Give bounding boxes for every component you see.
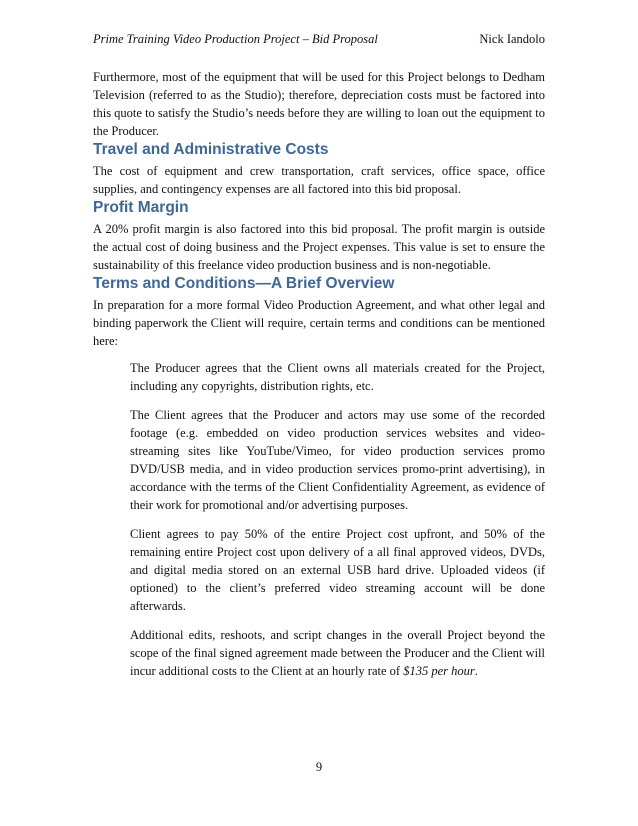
term-item-ownership: The Producer agrees that the Client owns all materials created for the Project, including any copyrights, distribution rights, etc. (130, 361, 545, 393)
term-item-payment: Client agrees to pay 50% of the entire Project cost upfront, and 50% of the remaining entire Project cost upon delivery of a all final approved videos, DVDs, and digital media stored on an external USB hard drive. Uploaded videos (if optioned) to the client’s preferred video streaming account will be done afterwards. (130, 527, 545, 613)
term-item-additional-costs (130, 626, 545, 680)
page-header (93, 31, 545, 51)
page-number: 9 (315, 760, 323, 774)
section-heading-travel: Travel and Administrative Costs (93, 141, 329, 158)
section-paragraph-profit: A 20% profit margin is also factored into this bid proposal. The profit margin is outside the actual cost of doing business and the Project expenses. This value is set to ensure the sustainability of this freelance video production business and is non-negotiable. (93, 222, 545, 272)
term-item-footage-use: The Client agrees that the Producer and actors may use some of the recorded footage (e.g. embedded on video production services websites and video-streaming sites like YouTube/Vimeo, for video production services promo DVD/USB media, and in video production services promo-print advertising), in accordance with the terms of the Client Confidentiality Agreement, as evidence of their work for promotional and/or advertising purposes. (130, 408, 545, 512)
section-heading-profit: Profit Margin (93, 199, 189, 216)
header-title: Prime Training Video Production Project – Bid Proposal (93, 32, 378, 46)
terms-list (130, 359, 545, 680)
header-author: Nick Iandolo (479, 32, 545, 46)
page-content (93, 68, 545, 680)
term-additional-costs-text: Additional edits, reshoots, and script changes in the overall Project beyond the scope of the final signed agreement made between the Producer and the Client will incur additional costs to the Client at an hourly rate of (130, 628, 545, 678)
section-heading-terms: Terms and Conditions—A Brief Overview (93, 275, 395, 292)
section-paragraph-travel: The cost of equipment and crew transportation, craft services, office space, office supplies, and contingency expenses are all factored into this bid proposal. (93, 164, 545, 196)
section-paragraph-terms: In preparation for a more formal Video Production Agreement, and what other legal and binding paperwork the Client will require, certain terms and conditions can be mentioned here: (93, 298, 545, 348)
intro-paragraph: Furthermore, most of the equipment that will be used for this Project belongs to Dedham Television (referred to as the Studio); therefore, depreciation costs must be factored into this quote to satisfy the Studio’s needs before they are willing to loan out the equipment to the Producer. (93, 70, 546, 138)
hourly-rate: $135 per hour (403, 664, 475, 678)
term-additional-costs-end: . (474, 664, 478, 678)
